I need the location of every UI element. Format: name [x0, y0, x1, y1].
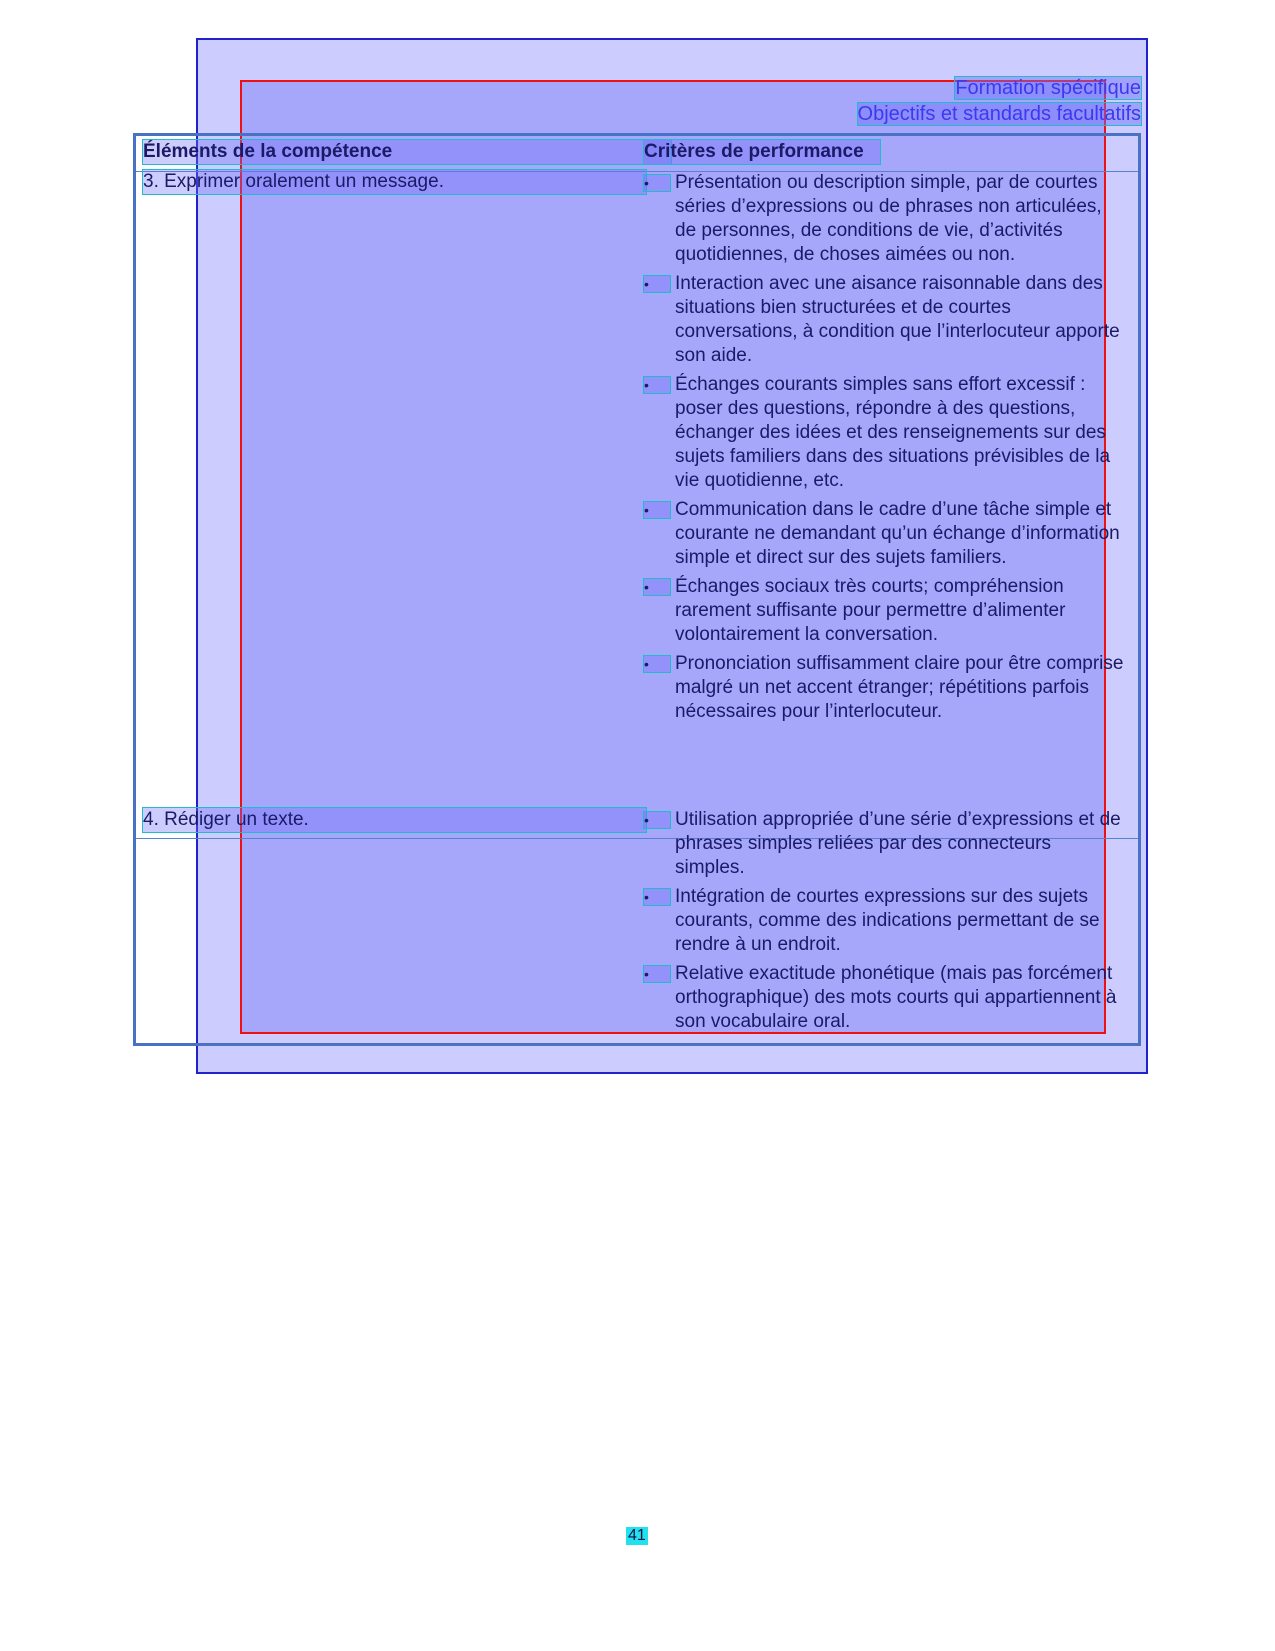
bullet-icon: • [644, 889, 670, 905]
element-3: 3. Exprimer oralement un message. [143, 170, 646, 194]
criterion-item [644, 962, 1124, 1034]
criterion-item [644, 171, 1124, 267]
criterion-item [644, 885, 1124, 957]
bullet-icon: • [644, 175, 670, 191]
bullet-icon: • [644, 502, 670, 518]
criterion-text: Interaction avec une aisance raisonnable dans des situations bien structurées et de courtes conversations, à condition que l’interlocuteur apporte son aide. [675, 273, 1120, 366]
criterion-text: Prononciation suffisamment claire pour être comprise malgré un net accent étranger; répétitions parfois nécessaires pour l’interlocuteur. [675, 653, 1124, 722]
criterion-item [644, 498, 1124, 570]
bullet-icon: • [644, 377, 670, 393]
criteria-list-3 [644, 171, 1124, 729]
criterion-item [644, 272, 1124, 368]
bullet-icon: • [644, 656, 670, 672]
bullet-icon: • [644, 966, 670, 982]
criterion-item [644, 652, 1124, 724]
col-header-elements: Éléments de la compétence [143, 140, 671, 164]
criteria-list-4 [644, 808, 1124, 1039]
element-4: 4. Rédiger un texte. [143, 808, 646, 832]
col-header-criteres: Critères de performance [644, 140, 880, 164]
bullet-icon: • [644, 276, 670, 292]
criterion-item [644, 808, 1124, 880]
page-number: 41 [628, 1527, 646, 1544]
bullet-icon: • [644, 579, 670, 595]
criterion-item [644, 575, 1124, 647]
bullet-icon: • [644, 812, 670, 828]
criterion-text: Relative exactitude phonétique (mais pas forcément orthographique) des mots courts qui appartiennent à son vocabulaire oral. [675, 963, 1117, 1032]
criterion-text: Présentation ou description simple, par de courtes séries d’expressions ou de phrases non articulées, de personnes, de conditions de vie, d’activités quotidiennes, de choses aimées ou non. [675, 172, 1102, 265]
criterion-text: Communication dans le cadre d’une tâche simple et courante ne demandant qu’un échange d’information simple et direct sur des sujets familiers. [675, 499, 1120, 568]
criterion-text: Échanges sociaux très courts; compréhension rarement suffisante pour permettre d’alimenter volontairement la conversation. [675, 576, 1066, 645]
criterion-text: Échanges courants simples sans effort excessif : poser des questions, répondre à des questions, échanger des idées et des renseignements sur des sujets familiers dans des situations prévisibles de la vie quotidienne, etc. [675, 374, 1111, 491]
criterion-text: Intégration de courtes expressions sur des sujets courants, comme des indications permettant de se rendre à un endroit. [675, 886, 1100, 955]
criterion-item [644, 373, 1124, 493]
header-formation: Formation spécifique [955, 77, 1141, 99]
criterion-text: Utilisation appropriée d’une série d’expressions et de phrases simples reliées par des connecteurs simples. [675, 809, 1121, 878]
header-objectifs: Objectifs et standards facultatifs [857, 103, 1141, 125]
